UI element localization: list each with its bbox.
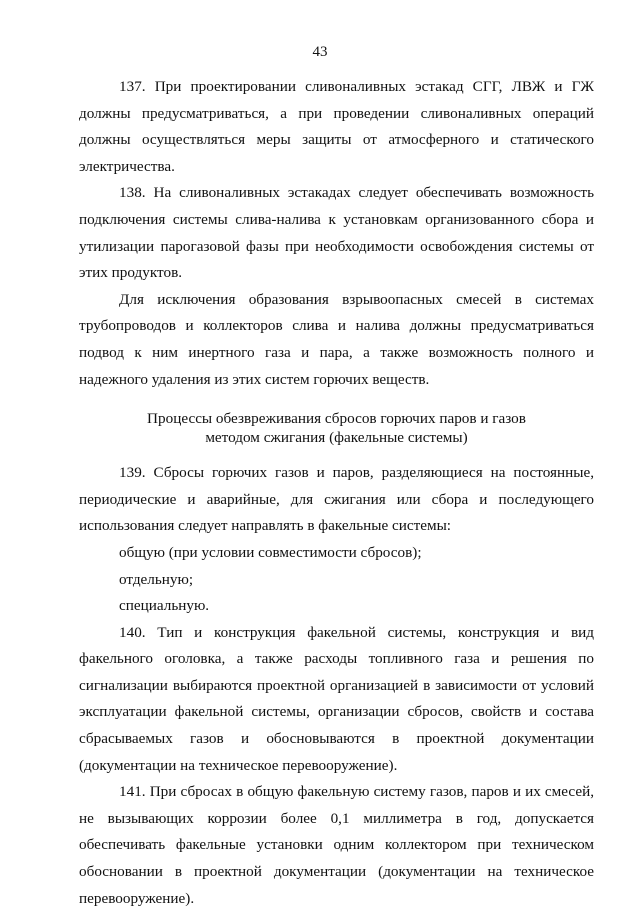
list-item: общую (при условии совместимости сбросов);	[119, 543, 422, 561]
paragraph-138-continued: Для исключения образования взрывоопасных смесей в системах трубопроводов и коллекторов слива и налива должны предусматриваться подвод к ним инертного газа и пара, а также возможность полного и надежного удаления из этих систем горючих веществ.	[79, 290, 594, 388]
section-heading	[79, 409, 594, 447]
paragraph-141: 141. При сбросах в общую факельную систему газов, паров и их смесей, не вызывающих коррозии более 0,1 миллиметра в год, допускается обеспечивать факельные установки одним коллектором при техническом обосновании в проектной документации (документации на техническое перевооружение).	[79, 783, 594, 907]
paragraph-137: 137. При проектировании сливоналивных эстакад СГГ, ЛВЖ и ГЖ должны предусматриваться, а при проведении сливоналивных операций должны осуществляться меры защиты от атмосферного и статического электричества.	[79, 78, 594, 175]
list-item: специальную.	[119, 597, 210, 615]
document-body	[79, 74, 594, 912]
page-number: 43	[312, 44, 328, 60]
section-heading-line-1: Процессы обезвреживания сбросов горючих паров и газов	[147, 410, 526, 428]
list-item: отдельную;	[119, 570, 194, 588]
paragraph-138: 138. На сливоналивных эстакадах следует обеспечивать возможность подключения системы слива-налива к установкам организованного сбора и утилизации парогазовой фазы при необходимости освобождения системы от этих продуктов.	[79, 184, 594, 282]
paragraph-140: 140. Тип и конструкция факельной системы, конструкция и вид факельного оголовка, а также расходы топливного газа и решения по сигнализации выбираются проектной организацией в зависимости от условий эксплуатации факельной системы, организации сбросов, свойств и состава сбрасываемых газов и обосновываются в проектной документации (документации на техническое перевооружение).	[79, 623, 594, 774]
paragraph-139: 139. Сбросы горючих газов и паров, разделяющиеся на постоянные, периодические и аварийные, для сжигания или сбора и последующего использования следует направлять в факельные системы:	[79, 464, 594, 535]
section-heading-line-2: методом сжигания (факельные системы)	[205, 429, 468, 447]
